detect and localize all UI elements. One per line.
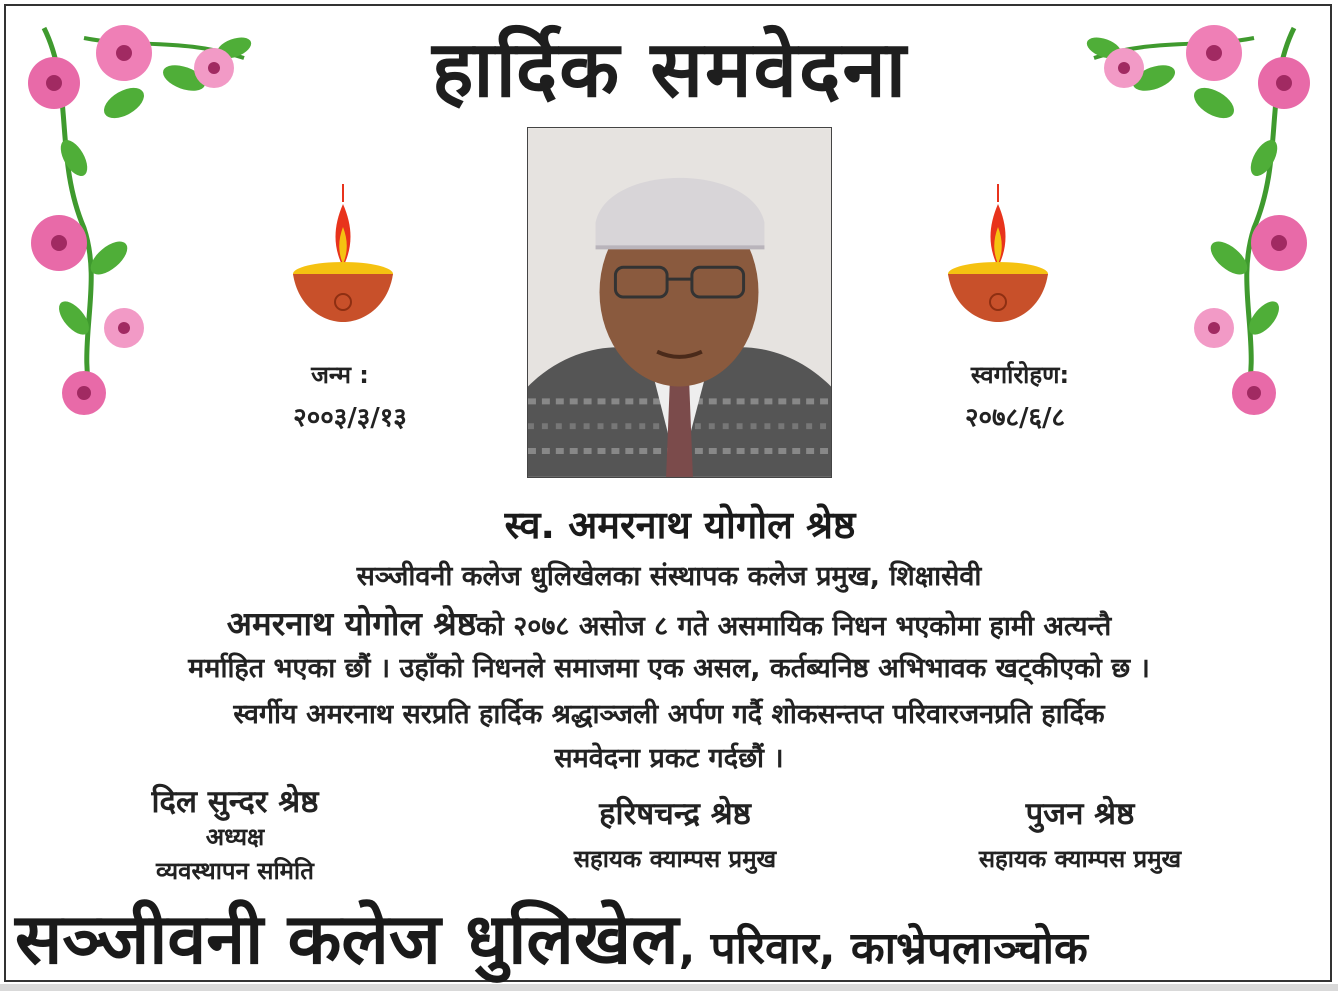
signatory-name: पुजन श्रेष्ठ: [1025, 796, 1135, 832]
birth-label: जन्म :: [311, 361, 369, 389]
flower-icon: [1251, 215, 1307, 271]
signatory-title: सहायक क्याम्पस प्रमुख: [978, 845, 1182, 873]
flower-icon: [104, 308, 144, 348]
flower-decoration-left: [14, 8, 304, 428]
death-label: स्वर्गारोहण:: [970, 361, 1070, 389]
flower-icon: [62, 371, 106, 415]
oil-lamp-icon: [288, 182, 398, 332]
message-line-3: मर्माहित भएका छौं । उहाँको निधनले समाजमा एक असल, कर्तब्यनिष्ठ अभिभावक खट्कीएको छ ।: [188, 653, 1150, 684]
footer-organization: [15, 888, 1325, 978]
bottom-border: [0, 984, 1338, 991]
portrait-photo: [527, 127, 832, 478]
message-line-5: समवेदना प्रकट गर्दछौं ।: [554, 743, 784, 774]
footer-org-name: सञ्जीवनी कलेज धुलिखेल: [15, 898, 679, 980]
flower-icon: [194, 48, 234, 88]
flower-icon: [1186, 25, 1242, 81]
oil-lamp-icon: [943, 182, 1053, 332]
message-name-emphasis: अमरनाथ योगोल श्रेष्ठ: [226, 604, 477, 643]
message-line-2: [40, 600, 1298, 645]
signatory-name: हरिषचन्द्र श्रेष्ठ: [599, 796, 751, 832]
flower-icon: [31, 215, 87, 271]
birth-date: २००३/३/१३: [293, 403, 407, 433]
signatory-title: अध्यक्ष: [205, 823, 265, 851]
death-date: २०७८/६/८: [964, 403, 1066, 433]
flower-icon: [1232, 371, 1276, 415]
message-line-1: सञ्जीवनी कलेज धुलिखेलका संस्थापक कलेज प्रमुख, शिक्षासेवी: [356, 561, 982, 592]
signatory-title: सहायक क्याम्पस प्रमुख: [573, 845, 777, 873]
signatory-name: दिल सुन्दर श्रेष्ठ: [151, 784, 319, 820]
deceased-name: स्व. अमरनाथ योगोल श्रेष्ठ: [504, 503, 856, 547]
flower-icon: [28, 57, 80, 109]
message-line-2-rest: को २०७८ असोज ८ गते असमायिक निधन भएकोमा हामी अत्यन्तै: [476, 611, 1112, 642]
signatory-title: व्यवस्थापन समिति: [156, 857, 314, 885]
flower-icon: [1194, 308, 1234, 348]
flower-icon: [1104, 48, 1144, 88]
flower-icon: [1258, 57, 1310, 109]
message-line-4: स्वर्गीय अमरनाथ सरप्रति हार्दिक श्रद्धाञ्जली अर्पण गर्दै शोकसन्तप्त परिवारजनप्रति हार्दिक: [233, 699, 1105, 730]
flower-icon: [96, 25, 152, 81]
page-title: हार्दिक समवेदना: [432, 25, 908, 115]
footer-org-suffix: , परिवार, काभ्रेपलाञ्चोक: [678, 923, 1088, 974]
